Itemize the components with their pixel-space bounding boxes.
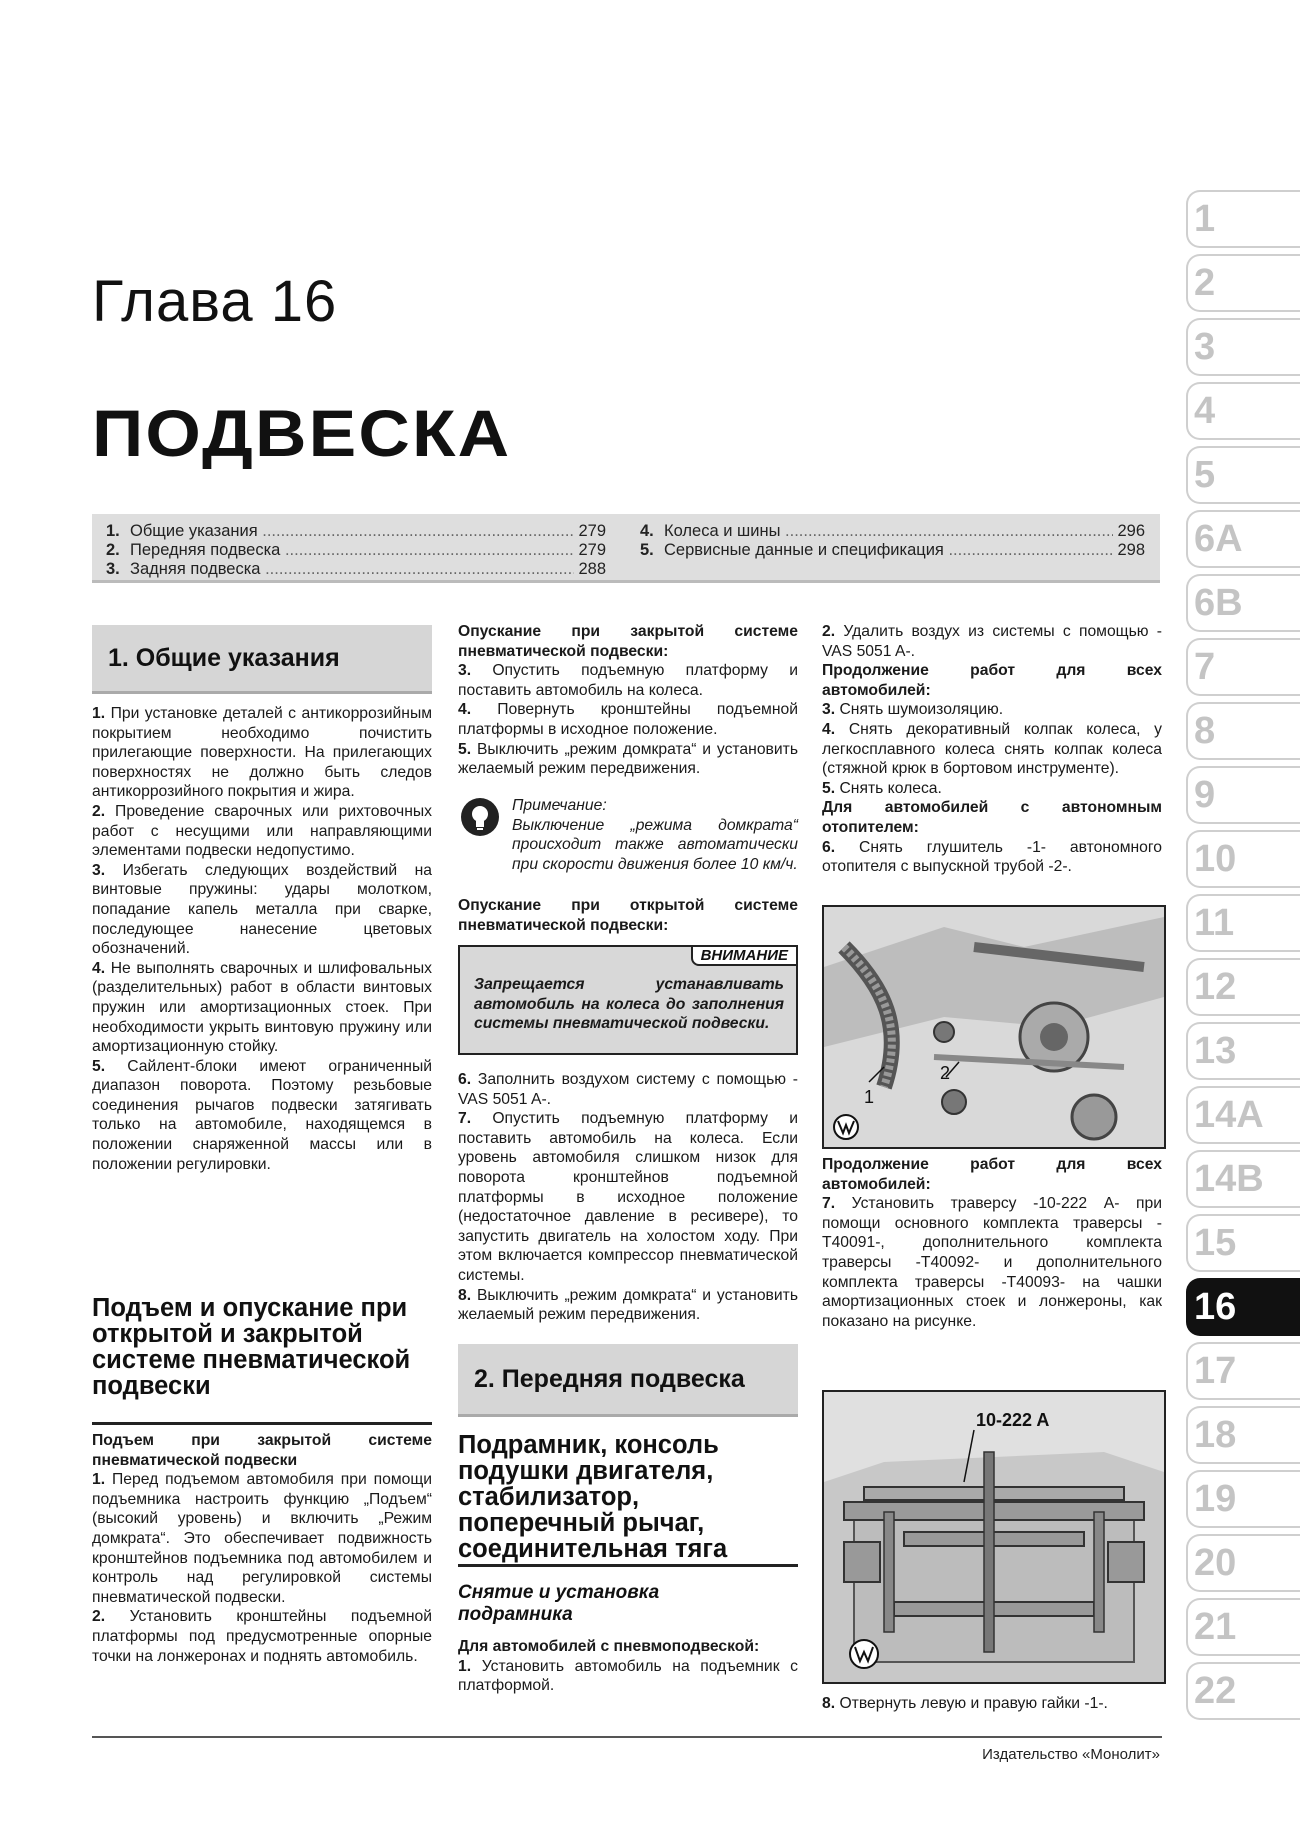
list-item — [458, 1657, 798, 1696]
figure-heater-exhaust — [822, 905, 1166, 1149]
chapter-tab-3[interactable]: 3 — [1186, 318, 1300, 376]
table-of-contents — [92, 514, 1160, 583]
toc-num: 5. — [640, 541, 654, 559]
subsection-heading: Подрамник, консоль подушки двигателя, стабилизатор, поперечный рычаг, соединительная тяга — [458, 1431, 728, 1563]
page-title: ПОДВЕСКА — [92, 396, 512, 470]
sub-heading: Для автомобилей с автономным отопителем: — [822, 799, 1162, 836]
list-item — [92, 1607, 432, 1666]
item-text: Выключить „режим домкрата“ и установить желаемый режим передвижения. — [458, 740, 798, 778]
note-text: Выключение „режима домкрата“ происходит также автоматически при скорости движения более 10 км/ч. — [512, 816, 798, 873]
item-number: 6. — [822, 838, 836, 856]
toc-title: Передняя подвеска ..... — [130, 541, 574, 560]
toc-title: Колеса и шины ..... — [664, 522, 1113, 541]
note-block — [512, 796, 798, 874]
item-number: 5. — [822, 779, 836, 797]
item-text: Отвернуть левую и правую гайки -1-. — [839, 1695, 1108, 1712]
toc-num: 3. — [106, 560, 120, 578]
item-text: Установить кронштейны подъемной платформы под предусмотренные опорные точки на лонжеронах и поднять автомобиль. — [92, 1608, 433, 1665]
divider — [92, 1422, 432, 1425]
subsection-heading: Подъем и опускание при открытой и закрытой системе пневматической подвески — [92, 1294, 411, 1400]
toc-num: 4. — [640, 522, 654, 540]
list-item — [92, 959, 432, 1057]
list-item — [822, 622, 1162, 661]
list-item — [458, 1109, 798, 1285]
figure-traverse — [822, 1390, 1166, 1684]
toc-page: 279 — [578, 541, 606, 559]
list-item — [458, 740, 798, 779]
warning-box — [458, 945, 798, 1055]
figure-label: 10-222 A — [976, 1410, 1050, 1430]
item-text: При установке деталей с антикоррозийным покрытием необходимо почистить прилегающие поверхности. На прилегающих поверхностях не должно быть следов антикоррозийного покрытия и жира. — [92, 705, 433, 801]
warning-label: ВНИМАНИЕ — [691, 945, 798, 966]
figure-label: 1 — [864, 1087, 875, 1107]
toc-page: 298 — [1117, 541, 1145, 559]
list-item — [822, 1194, 1162, 1331]
chapter-tab-21[interactable]: 21 — [1186, 1598, 1300, 1656]
column-1-sub — [92, 1431, 432, 1666]
item-number: 3. — [458, 662, 472, 680]
item-number: 8. — [458, 1286, 472, 1304]
column-2-mid — [458, 1070, 798, 1325]
item-number: 2. — [92, 1608, 106, 1626]
item-number: 7. — [822, 1195, 836, 1213]
column-2-bottom — [458, 1637, 798, 1696]
item-text: Удалить воздух из системы с помощью -VAS 5051 A-. — [822, 623, 1163, 660]
item-number: 2. — [822, 623, 836, 640]
item-number: 5. — [92, 1057, 106, 1075]
item-number: 1. — [458, 1657, 472, 1675]
toc-page: 296 — [1117, 522, 1145, 540]
section-1-title: 1. Общие указания — [108, 643, 340, 672]
chapter-tab-11[interactable]: 11 — [1186, 894, 1300, 952]
sub-heading: Продолжение работ для всех автомобилей: — [822, 1156, 1162, 1193]
list-item — [92, 802, 432, 861]
item-number: 3. — [92, 861, 106, 879]
toc-item[interactable] — [640, 541, 1145, 560]
chapter-tab-17[interactable]: 17 — [1186, 1342, 1300, 1400]
list-item — [822, 720, 1162, 779]
chapter-tab-14b[interactable]: 14B — [1186, 1150, 1300, 1208]
item-text: Проведение сварочных или рихтовочных работ с несущими или направляющими элементами подвески недопустимо. — [92, 802, 433, 860]
figure-label: 2 — [940, 1063, 951, 1083]
item-number: 6. — [458, 1071, 472, 1088]
toc-item[interactable] — [106, 522, 606, 541]
warning-text: Запрещается устанавливать автомобиль на колеса до заполнения системы пневматической подвески. — [474, 976, 784, 1033]
list-item — [92, 1057, 432, 1175]
list-item — [92, 861, 432, 959]
chapter-tab-7[interactable]: 7 — [1186, 638, 1300, 696]
chapter-tab-16[interactable]: 16 — [1186, 1278, 1300, 1336]
chapter-tab-20[interactable]: 20 — [1186, 1534, 1300, 1592]
item-text: Не выполнять сварочных и шлифовальных (разделительных) работ в области винтовых пружин или амортизационных стоек. При необходимости укрыть винтовую пружину или амортизационную стойку. — [92, 959, 432, 1056]
section-2-title: 2. Передняя подвеска — [474, 1364, 745, 1393]
item-number: 1. — [92, 1471, 106, 1489]
italic-heading: Снятие и установка подрамника — [458, 1582, 660, 1625]
chapter-tab-8[interactable]: 8 — [1186, 702, 1300, 760]
sub-heading: Для автомобилей с пневмоподвеской: — [458, 1638, 760, 1655]
list-item — [92, 704, 432, 802]
engine-bay-illustration — [824, 907, 1164, 1147]
chapter-tab-6b[interactable]: 6B — [1186, 574, 1300, 632]
sub-heading: Опускание при открытой системе пневматической подвески: — [458, 897, 798, 934]
chapter-tab-2[interactable]: 2 — [1186, 254, 1300, 312]
item-text: Опустить подъемную платформу и поставить автомобиль на колеса. Если уровень автомобиля слишком низок для поворота кронштейнов подъемной платформы в исходное положение (недостаточное давление в ресивере), то запустить двигатель на холостом ходу. При этом включается компрессор пневматической системы. — [458, 1110, 799, 1284]
toc-item[interactable] — [106, 560, 606, 579]
chapter-tab-19[interactable]: 19 — [1186, 1470, 1300, 1528]
item-text: Избегать следующих воздействий на винтовые пружины: удары молотком, попадание капель металла при сварке, последующее нанесение цветовых обозначений. — [92, 861, 433, 958]
item-number: 8. — [822, 1695, 836, 1712]
chapter-tab-5[interactable]: 5 — [1186, 446, 1300, 504]
toc-page: 279 — [578, 522, 606, 540]
chapter-tab-22[interactable]: 22 — [1186, 1662, 1300, 1720]
item-text: Установить автомобиль на подъемник с платформой. — [458, 1657, 798, 1695]
chapter-tab-6a[interactable]: 6A — [1186, 510, 1300, 568]
item-text: Снять шумоизоляцию. — [839, 701, 1004, 719]
toc-num: 2. — [106, 541, 120, 559]
section-1-heading — [92, 625, 432, 694]
toc-item[interactable] — [106, 541, 606, 560]
toc-num: 1. — [106, 522, 120, 540]
toc-title: Задняя подвеска ..... — [130, 560, 574, 579]
footer-divider — [92, 1736, 1162, 1738]
list-item — [458, 661, 798, 700]
list-item — [822, 838, 1162, 877]
chapter-tab-13[interactable]: 13 — [1186, 1022, 1300, 1080]
toc-title: Сервисные данные и спецификация ..... — [664, 541, 1113, 560]
item-text: Заполнить воздухом систему с помощью -VAS 5051 A-. — [458, 1071, 799, 1108]
sub-heading: Подъем при закрытой системе пневматической подвески — [92, 1432, 432, 1469]
item-text: Перед подъемом автомобиля при помощи подъемника настроить функцию „Подъем“ (высокий уровень) и включить „Режим домкрата“. Это обеспечивает подвижность кронштейнов подъемника под автомобилем и контроль над регулировкой системы пневматической подвески. — [92, 1471, 433, 1606]
list-item — [822, 700, 1162, 720]
item-number: 5. — [458, 740, 472, 758]
item-text: Установить траверсу -10-222 A- при помощи основного комплекта траверсы -T40091-, дополнительного комплекта траверсы -T40092- и дополнительного комплекта траверсы -T40093- на чашки амортизационных стоек и лонжероны, как показано на рисунке. — [822, 1195, 1162, 1330]
list-item — [92, 1470, 432, 1607]
item-text: Выключить „режим домкрата“ и установить желаемый режим передвижения. — [458, 1286, 798, 1324]
traverse-illustration — [824, 1392, 1164, 1682]
item-text: Сайлент-блоки имеют ограниченный диапазон поворота. Поэтому резьбовые соединения рычагов подвески затягивать только на автомобиле, находящемся в положении снаряженной массы или в положении регулировки. — [92, 1057, 433, 1173]
divider — [458, 1564, 798, 1567]
chapter-tab-10[interactable]: 10 — [1186, 830, 1300, 888]
chapter-tab-18[interactable]: 18 — [1186, 1406, 1300, 1464]
column-2-heading2 — [458, 896, 798, 935]
item-text: Снять колеса. — [839, 779, 942, 797]
item-number: 3. — [822, 701, 836, 719]
column-3-mid — [822, 1155, 1162, 1331]
column-3-top — [822, 622, 1162, 877]
publisher: Издательство «Монолит» — [982, 1746, 1160, 1763]
lightbulb-icon — [460, 797, 500, 837]
chapter-tab-14a[interactable]: 14A — [1186, 1086, 1300, 1144]
sub-heading: Опускание при закрытой системе пневматической подвески: — [458, 623, 798, 660]
item-number: 1. — [92, 705, 106, 722]
chapter-tab-12[interactable]: 12 — [1186, 958, 1300, 1016]
note-label: Примечание: — [512, 797, 607, 814]
column-1 — [92, 704, 432, 1174]
item-number: 4. — [822, 720, 836, 738]
item-text: Снять глушитель -1- автономного отопителя с выпускной трубой -2-. — [822, 838, 1163, 876]
list-item — [458, 1286, 798, 1325]
list-item — [822, 779, 1162, 799]
item-number: 2. — [92, 802, 106, 820]
column-3-bottom — [822, 1694, 1162, 1714]
chapter-tab-9[interactable]: 9 — [1186, 766, 1300, 824]
item-number: 4. — [92, 959, 106, 977]
list-item — [458, 700, 798, 739]
item-number: 4. — [458, 701, 472, 719]
column-2-top — [458, 622, 798, 779]
item-text: Опустить подъемную платформу и поставить автомобиль на колеса. — [458, 662, 799, 699]
item-number: 7. — [458, 1110, 472, 1128]
toc-title: Общие указания ..... — [130, 522, 574, 541]
item-text: Снять декоративный колпак колеса, у легкосплавного колеса снять колпак колеса (стяжной крюк в бортовом инструменте). — [822, 720, 1163, 778]
toc-page: 288 — [578, 560, 606, 578]
sub-heading: Продолжение работ для всех автомобилей: — [822, 662, 1162, 699]
chapter-tab-15[interactable]: 15 — [1186, 1214, 1300, 1272]
section-2-heading — [458, 1344, 798, 1417]
chapter-tab-4[interactable]: 4 — [1186, 382, 1300, 440]
chapter-label: Глава 16 — [92, 269, 338, 334]
item-text: Повернуть кронштейны подъемной платформы в исходное положение. — [458, 701, 798, 738]
toc-item[interactable] — [640, 522, 1145, 541]
chapter-tab-1[interactable]: 1 — [1186, 190, 1300, 248]
list-item — [458, 1070, 798, 1109]
list-item — [822, 1694, 1162, 1714]
